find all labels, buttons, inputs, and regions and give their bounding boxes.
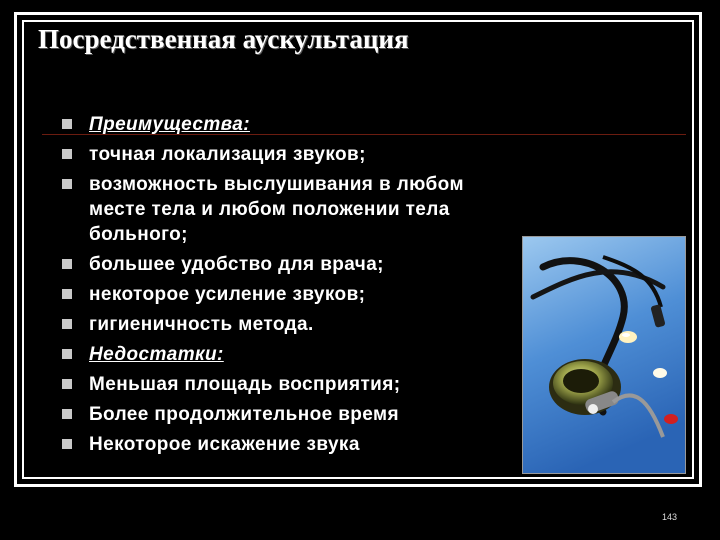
page-number: 143 [662, 512, 678, 522]
bullet-text: точная локализация звуков; [89, 144, 366, 165]
square-bullet-icon [62, 259, 72, 269]
bullet-item [62, 142, 502, 167]
square-bullet-icon [62, 319, 72, 329]
bullet-text: Более продолжительное время [89, 404, 399, 425]
square-bullet-icon [62, 149, 72, 159]
stethoscope-image [522, 236, 686, 474]
bullet-text: возможность выслушивания в любом месте тела и любом положении тела больного; [89, 174, 464, 245]
bullet-text: Меньшая площадь восприятия; [89, 374, 401, 395]
square-bullet-icon [62, 119, 72, 129]
bullet-item [62, 252, 502, 277]
bullet-item [62, 282, 502, 307]
bullet-item [62, 312, 502, 337]
bullet-list [62, 112, 502, 462]
stethoscope-icon [523, 237, 685, 473]
square-bullet-icon [62, 179, 72, 189]
bullet-text: большее удобство для врача; [89, 254, 384, 275]
bullet-item-advantages [62, 112, 502, 137]
bullet-item [62, 372, 502, 397]
bullet-text: некоторое усиление звуков; [89, 284, 366, 305]
bullet-text: Некоторое искажение звука [89, 434, 360, 455]
square-bullet-icon [62, 409, 72, 419]
bullet-text: Преимущества: [89, 114, 250, 135]
slide-title: Посредственная аускультация [38, 24, 409, 54]
square-bullet-icon [62, 379, 72, 389]
bullet-item [62, 172, 502, 247]
bullet-item [62, 402, 502, 427]
bullet-text: гигиеничность метода. [89, 314, 314, 335]
square-bullet-icon [62, 439, 72, 449]
bullet-item [62, 432, 502, 457]
square-bullet-icon [62, 349, 72, 359]
bullet-text: Недостатки: [89, 344, 224, 365]
bullet-item-disadvantages [62, 342, 502, 367]
square-bullet-icon [62, 289, 72, 299]
